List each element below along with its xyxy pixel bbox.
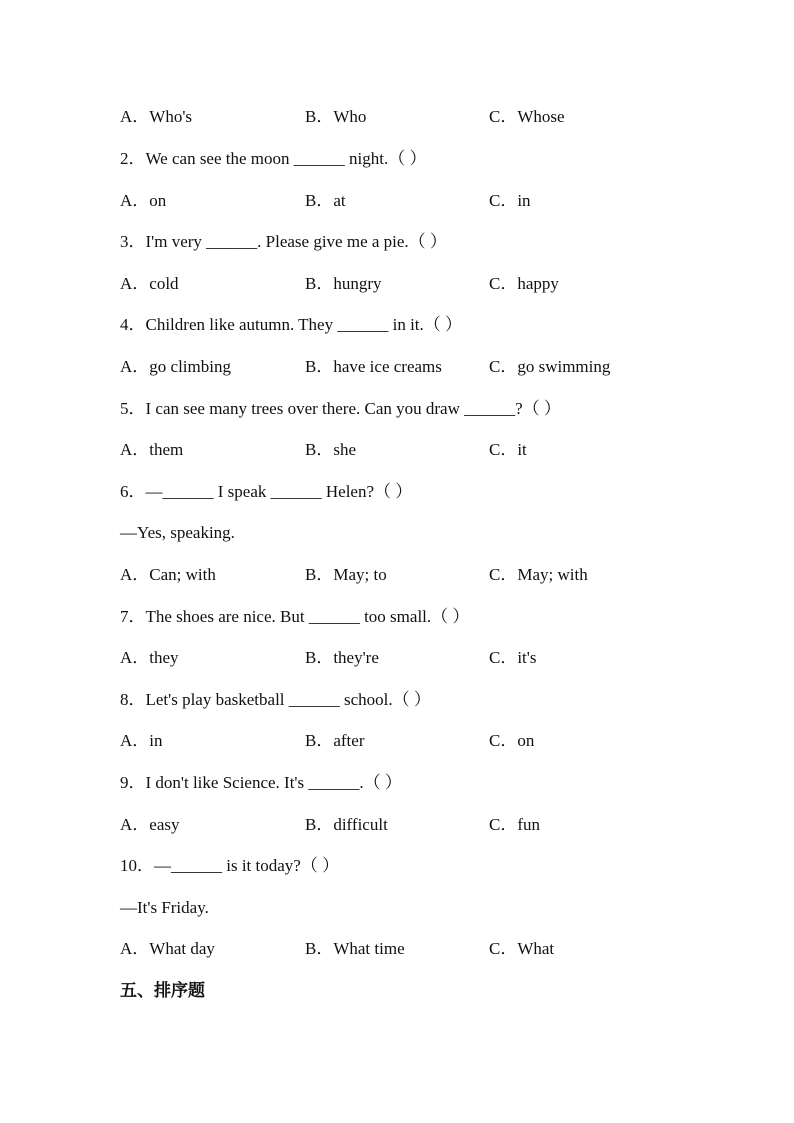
q7-option-c[interactable]: C．it's	[489, 648, 537, 667]
q7-options	[120, 646, 720, 670]
q3-stem: 3．I'm very ______. Please give me a pie.（ ）	[120, 232, 447, 251]
q3-option-a[interactable]: A．cold	[120, 274, 179, 293]
q6-option-c[interactable]: C．May; with	[489, 565, 588, 584]
q9-option-a[interactable]: A．easy	[120, 815, 180, 834]
q8-options	[120, 729, 720, 753]
q2-option-c[interactable]: C．in	[489, 191, 531, 210]
q2-options	[120, 189, 720, 213]
q9-option-c[interactable]: C．fun	[489, 815, 540, 834]
q5-stem: 5．I can see many trees over there. Can you draw ______?（ ）	[120, 399, 561, 418]
q4-option-b[interactable]: B．have ice creams	[305, 357, 442, 376]
q10-option-a[interactable]: A．What day	[120, 939, 215, 958]
q2-option-a[interactable]: A．on	[120, 191, 167, 210]
q6-stem: 6．—______ I speak ______ Helen?（ ）	[120, 482, 413, 501]
q4-stem: 4．Children like autumn. They ______ in it.（ ）	[120, 315, 463, 334]
q2-stem: 2．We can see the moon ______ night.（ ）	[120, 149, 427, 168]
q8-option-c[interactable]: C．on	[489, 731, 535, 750]
section-heading: 五、排序题	[120, 981, 205, 1001]
q5-option-c[interactable]: C．it	[489, 440, 527, 459]
q9-option-b[interactable]: B．difficult	[305, 815, 388, 834]
q7-stem: 7．The shoes are nice. But ______ too small.（ ）	[120, 607, 470, 626]
q3-option-c[interactable]: C．happy	[489, 274, 559, 293]
q3-options	[120, 272, 720, 296]
q2-option-b[interactable]: B．at	[305, 191, 346, 210]
q10-option-b[interactable]: B．What time	[305, 939, 405, 958]
q6-options	[120, 563, 720, 587]
q3-option-b[interactable]: B．hungry	[305, 274, 382, 293]
q1-option-b[interactable]: B．Who	[305, 107, 367, 126]
q9-stem: 9．I don't like Science. It's ______.（ ）	[120, 773, 402, 792]
q5-option-a[interactable]: A．them	[120, 440, 184, 459]
q5-option-b[interactable]: B．she	[305, 440, 356, 459]
q6-option-a[interactable]: A．Can; with	[120, 565, 216, 584]
q7-option-b[interactable]: B．they're	[305, 648, 379, 667]
q8-option-b[interactable]: B．after	[305, 731, 365, 750]
q1-option-a[interactable]: A．Who's	[120, 107, 193, 126]
q10-option-c[interactable]: C．What	[489, 939, 555, 958]
q4-options	[120, 355, 720, 379]
q10-options	[120, 937, 720, 961]
q8-option-a[interactable]: A．in	[120, 731, 163, 750]
q10-reply: —It's Friday.	[120, 898, 209, 917]
q5-options	[120, 438, 720, 462]
q1-option-c[interactable]: C．Whose	[489, 107, 565, 126]
q9-options	[120, 813, 720, 837]
q6-option-b[interactable]: B．May; to	[305, 565, 387, 584]
q1-options	[120, 105, 720, 129]
q10-stem: 10．—______ is it today?（ ）	[120, 856, 340, 875]
q7-option-a[interactable]: A．they	[120, 648, 179, 667]
q4-option-c[interactable]: C．go swimming	[489, 357, 611, 376]
q4-option-a[interactable]: A．go climbing	[120, 357, 231, 376]
q6-reply: —Yes, speaking.	[120, 523, 235, 542]
q8-stem: 8．Let's play basketball ______ school.（ ）	[120, 690, 431, 709]
